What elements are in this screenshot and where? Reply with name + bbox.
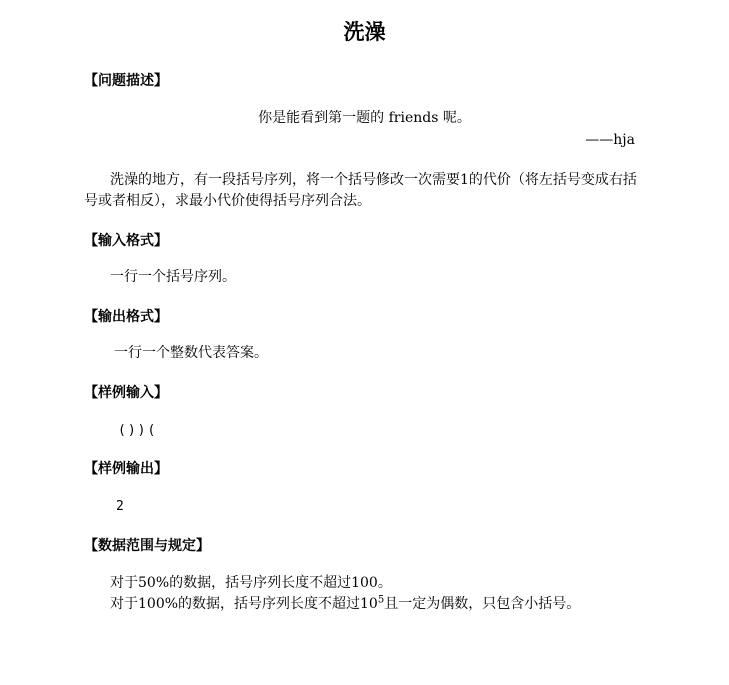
section-heading-description: 【问题描述】 [84,73,168,89]
constraints-line-2-prefix: 对于100%的数据，括号序列长度不超过10 [110,596,378,612]
constraints-line-1: 对于50%的数据，括号序列长度不超过100。 [110,575,392,591]
epigraph-signature: ——hja [585,132,635,148]
section-heading-sample-input: 【样例输入】 [84,385,168,401]
constraints-line-2 [84,594,644,615]
description-text: 洗澡的地方，有一段括号序列，将一个括号修改一次需要1的代价（将左括号变成右括号或者相反），求最小代价使得括号序列合法。 [84,172,637,209]
section-heading-output-format: 【输出格式】 [84,309,168,325]
section-heading-sample-output: 【样例输出】 [84,461,168,477]
page-title: 洗澡 [343,20,386,44]
constraints-exponent: 5 [377,594,385,606]
section-heading-input-format: 【输入格式】 [84,233,168,249]
input-format-text: 一行一个括号序列。 [110,269,236,285]
constraints-line-2-suffix: 且一定为偶数，只包含小括号。 [384,596,581,612]
output-format-text: 一行一个整数代表答案。 [114,345,268,361]
sample-output-value: 2 [116,499,124,514]
section-heading-constraints: 【数据范围与规定】 [84,538,210,554]
epigraph-quote: 你是能看到第一题的 friends 呢。 [258,110,471,126]
sample-input-value: ())( [118,423,158,438]
